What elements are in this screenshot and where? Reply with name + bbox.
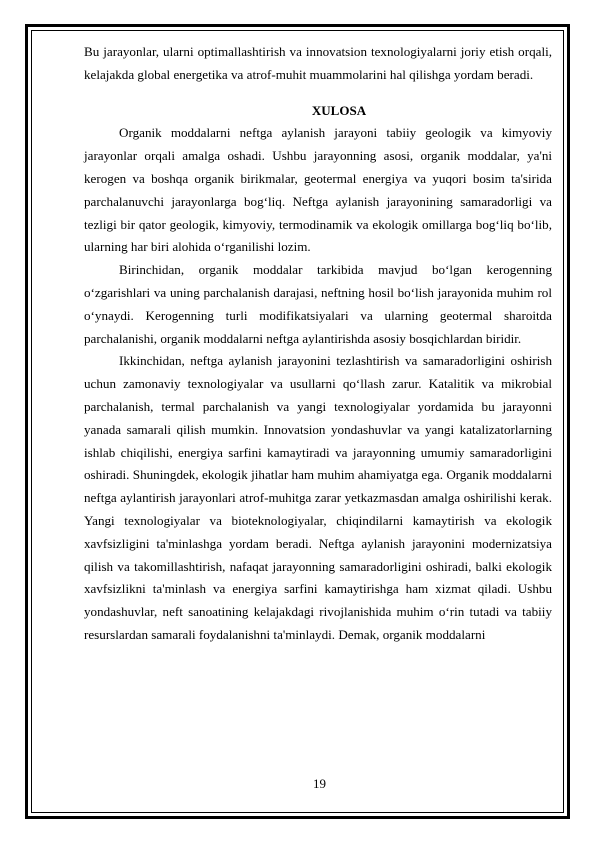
document-body — [84, 41, 552, 647]
intro-paragraph: Bu jarayonlar, ularni optimallashtirish va innovatsion texnologiyalarni joriy etish orqali, kelajakda global energetika va atrof-muhit muammolarini hal qilishga yordam beradi. — [84, 44, 552, 82]
paragraph-3: Ikkinchidan, neftga aylanish jarayonini tezlashtirish va samaradorligini oshirish uchun zamonaviy texnologiyalar va usullarni qo‘llash zarur. Katalitik va mikrobial parchalanish, termal parchalanish va yangi texnologiyalar yordamida bu jarayonni yanada samarali qilish mumkin. Innovatsion yondashuvlar va yangi katalizatorlarning ishlab chiqilishi, energiya sarfini kamaytiradi va jarayonning umumiy samaradorligini oshiradi. Shuningdek, ekologik jihatlar ham muhim ahamiyatga ega. Organik moddalarni neftga aylantirish jarayonlari atrof-muhitga zarar yetkazmasdan amalga oshirilishi kerak. Yangi texnologiyalar va bioteknologiyalar, chiqindilarni kamaytirish va ekologik xavfsizligini ta'minlashga yordam beradi. Neftga aylanish jarayonini modernizatsiya qilish va takomillashtirish, nafaqat jarayonning samaradorligini oshiradi, balki ekologik xavfsizlikni ta'minlash va energiya sarfini kamaytirishga ham xizmat qiladi. Ushbu yondashuvlar, neft sanoatining kelajakdagi rivojlanishida muhim o‘rin tutadi va tabiiy resurslardan samarali foydalanishni ta'minlaydi. Demak, organik moddalarni — [84, 353, 552, 642]
section-heading: XULOSA — [311, 102, 367, 118]
paragraph-2: Birinchidan, organik moddalar tarkibida mavjud bo‘lgan kerogenning o‘zgarishlari va uning parchalanish darajasi, neftning hosil bo‘lish jarayonida muhim rol o‘ynaydi. Kerogenning turli modifikatsiyalari va ularning geotermal sharoitda parchalanishi, organik moddalarni neftga aylantirishda asosiy bosqichlardan biridir. — [84, 262, 552, 346]
paragraph-1: Organik moddalarni neftga aylanish jarayoni tabiiy geologik va kimyoviy jarayonlar orqali amalga oshadi. Ushbu jarayonning asosi, organik moddalar, ya'ni kerogen va boshqa organik birikmalar, geotermal energiya va yuqori bosim ta'sirida parchalanuvchi jarayonlarga bog‘liq. Neftga aylanish jarayonining samaradorligi va tezligi bir qator geologik, kimyoviy, termodinamik va ekologik omillarga bog‘liq bo‘lib, ularning har biri alohida o‘rganilishi lozim. — [84, 125, 552, 255]
page-number: 19 — [313, 776, 326, 791]
